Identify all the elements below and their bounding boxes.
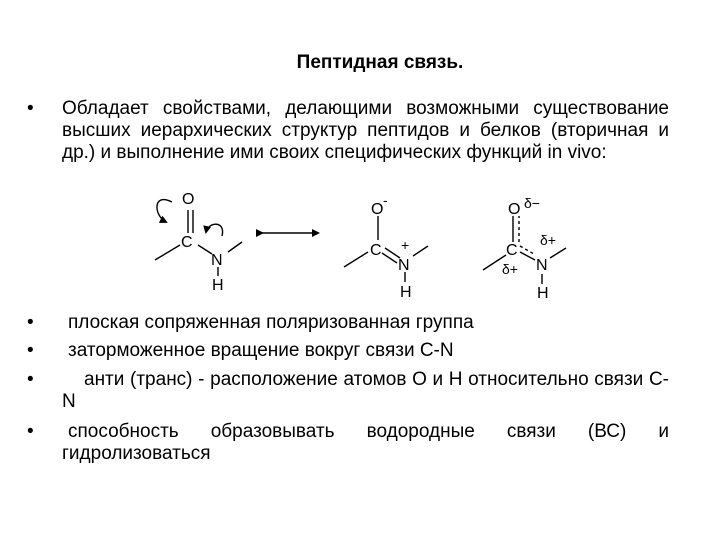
atom-n: N xyxy=(398,257,410,274)
property-text: анти (транс) - расположение атомов О и Н относительно связи C-N xyxy=(62,369,669,412)
bond-ca-c xyxy=(155,245,180,260)
bullet-marker: • xyxy=(27,421,34,442)
bullet-marker: • xyxy=(27,340,34,361)
atom-o: O xyxy=(371,201,384,218)
atom-c: C xyxy=(506,242,518,259)
partial-charge-o: δ− xyxy=(524,195,540,211)
charge-plus: + xyxy=(401,237,410,253)
amide-structure-zwitterion xyxy=(344,216,428,282)
atom-h: H xyxy=(537,285,549,302)
bullet-marker: • xyxy=(27,98,34,119)
partial-charge-c: δ+ xyxy=(502,261,518,277)
bond-c-n xyxy=(198,245,212,254)
atom-c: C xyxy=(370,242,382,259)
atom-o: O xyxy=(182,191,195,208)
bond-n-ca xyxy=(413,246,428,256)
atom-n: N xyxy=(211,252,223,269)
atom-c: C xyxy=(181,234,193,251)
property-text: заторможенное вращение вокруг связи C-N xyxy=(68,340,454,361)
amide-structure-neutral xyxy=(155,200,242,276)
bullet-marker: • xyxy=(27,369,34,390)
amide-structure-partial-charges xyxy=(483,216,566,284)
atom-n: N xyxy=(536,257,548,274)
bond-ca-c xyxy=(344,252,368,267)
property-text: способность образовывать водородные связи (ВС) и гидролизоваться xyxy=(62,421,669,464)
page-title: Пептидная связь. xyxy=(296,52,464,73)
partial-charge-n: δ+ xyxy=(540,232,556,248)
curved-arrow-2 xyxy=(206,224,223,236)
intro-text: Обладает свойствами, делающими возможными существование высших иерархических структур пептидов и белков (вторичная и др.) и выполнение ими своих специфических функций in vivo: xyxy=(62,98,669,163)
atom-o: O xyxy=(508,201,521,218)
atom-h: H xyxy=(212,277,224,294)
bullet-marker: • xyxy=(27,312,34,333)
property-text: плоская сопряженная поляризованная группа xyxy=(68,312,474,333)
charge-minus: - xyxy=(383,192,388,208)
curved-arrow-1 xyxy=(157,200,172,222)
bond-n-ca xyxy=(550,248,566,258)
atom-h: H xyxy=(400,284,412,301)
bond-n-ca xyxy=(228,242,242,252)
